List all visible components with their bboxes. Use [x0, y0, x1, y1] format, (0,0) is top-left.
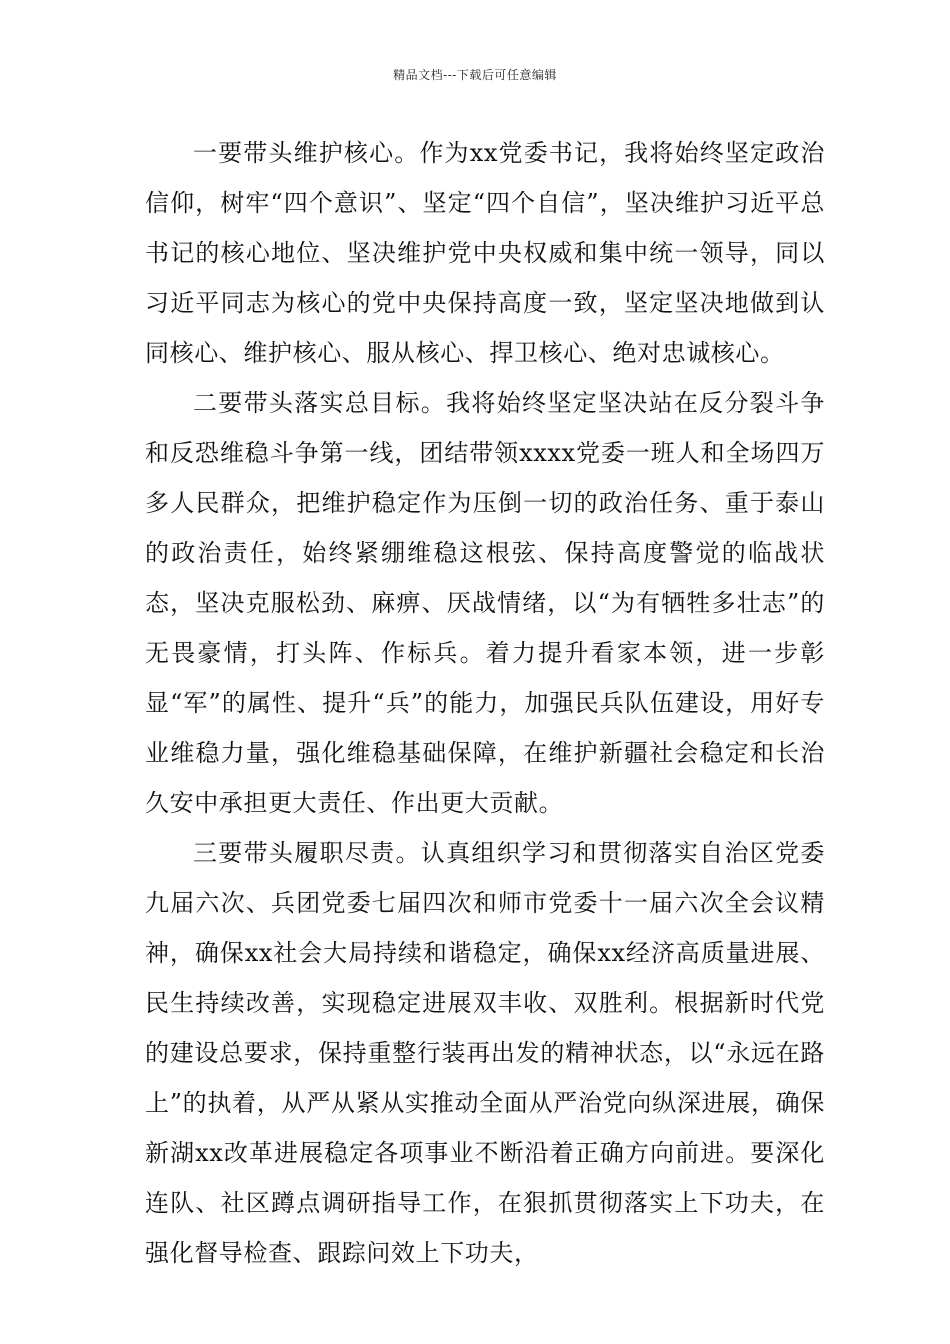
- paragraph-2: 二要带头落实总目标。我将始终坚定坚决站在反分裂斗争和反恐维稳斗争第一线，团结带领xxxx党委一班人和全场四万多人民群众，把维护稳定作为压倒一切的政治任务、重于泰山的政治责任，始终紧绷维稳这根弦、保持高度警觉的临战状态，坚决克服松劲、麻痹、厌战情绪，以“为有牺牲多壮志”的无畏豪情，打头阵、作标兵。着力提升看家本领，进一步彰显“军”的属性、提升“兵”的能力，加强民兵队伍建设，用好专业维稳力量，强化维稳基础保障，在维护新疆社会稳定和长治久安中承担更大责任、作出更大贡献。: [145, 389, 825, 817]
- paragraph-3: 三要带头履职尽责。认真组织学习和贯彻落实自治区党委九届六次、兵团党委七届四次和师市党委十一届六次全会议精神，确保xx社会大局持续和谐稳定，确保xx经济高质量进展、民生持续改善，实现稳定进展双丰收、双胜利。根据新时代党的建设总要求，保持重整行装再出发的精神状态，以“永远在路上”的执着，从严从紧从实推动全面从严治党向纵深进展，确保新湖xx改革进展稳定各项事业不断沿着正确方向前进。要深化连队、社区蹲点调研指导工作，在狠抓贯彻落实上下功夫，在强化督导检查、跟踪问效上下功夫，: [145, 839, 825, 1267]
- paragraph-1: 一要带头维护核心。作为xx党委书记，我将始终坚定政治信仰，树牢“四个意识”、坚定“四个自信”，坚决维护习近平总书记的核心地位、坚决维护党中央权威和集中统一领导，同以习近平同志为核心的党中央保持高度一致，坚定坚决地做到认同核心、维护核心、服从核心、捍卫核心、绝对忠诚核心。: [145, 139, 825, 367]
- document-body: [145, 128, 825, 1278]
- page-header: 精品文档---下载后可任意编辑: [393, 68, 557, 82]
